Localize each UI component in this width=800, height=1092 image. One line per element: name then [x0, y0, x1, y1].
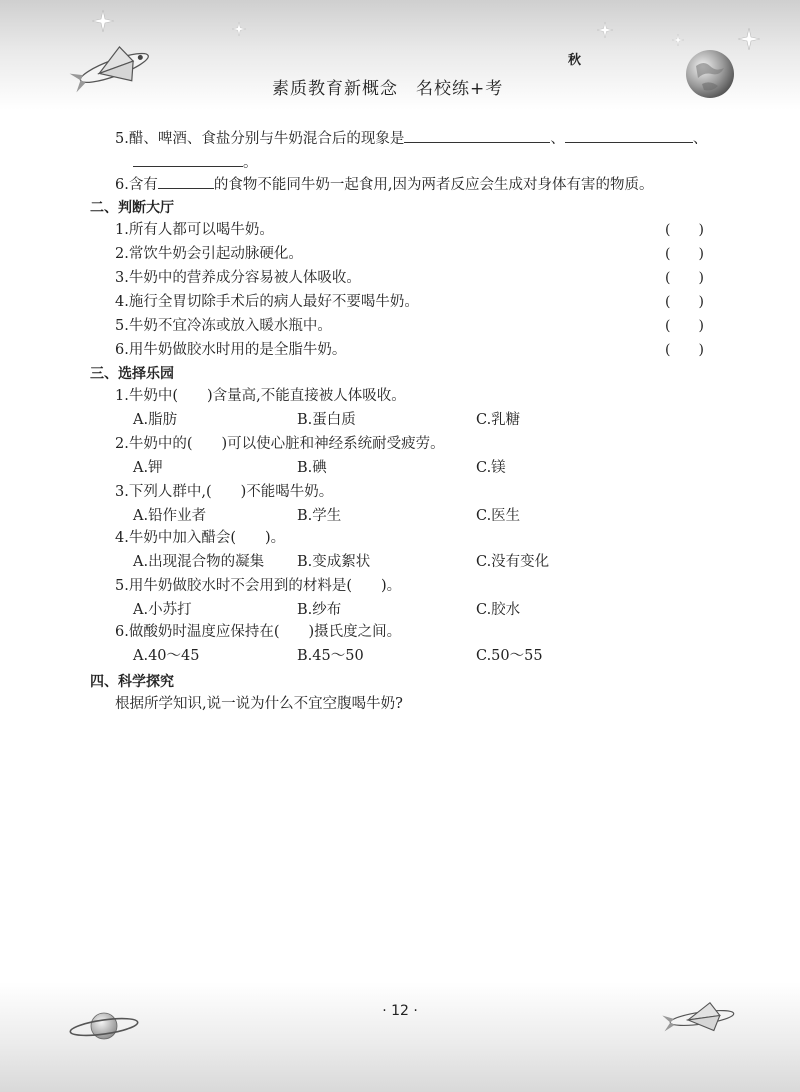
choice-option-b[interactable]: B.学生 [297, 508, 342, 524]
section-title-explore: 四、科学探究 [90, 674, 174, 690]
explore-question: 根据所学知识,说一说为什么不宜空腹喝牛奶? [115, 696, 403, 712]
judge-answer-paren[interactable]: ( ) [665, 270, 704, 286]
judge-item: 6.用牛奶做胶水时用的是全脂牛奶。 [115, 342, 347, 358]
fill-question-5: 5.醋、啤酒、食盐分别与牛奶混合后的现象是 、 、 [115, 128, 707, 149]
choice-option-b[interactable]: B.变成絮状 [297, 554, 371, 570]
judge-answer-paren[interactable]: ( ) [665, 246, 704, 262]
judge-answer-paren[interactable]: ( ) [665, 318, 704, 334]
choice-option-a[interactable]: A.脂肪 [133, 412, 178, 428]
choice-question: 5.用牛奶做胶水时不会用到的材料是( )。 [115, 578, 402, 594]
judge-answer-paren[interactable]: ( ) [665, 222, 704, 238]
choice-option-b[interactable]: B.蛋白质 [297, 412, 356, 428]
choice-question: 4.牛奶中加入醋会( )。 [115, 530, 286, 546]
choice-option-b[interactable]: B.纱布 [297, 602, 342, 618]
judge-item: 4.施行全胃切除手术后的病人最好不要喝牛奶。 [115, 294, 419, 310]
choice-question: 1.牛奶中( )含量高,不能直接被人体吸收。 [115, 388, 406, 404]
header-title: 素质教育新概念 名校练+考 [272, 79, 504, 99]
judge-answer-paren[interactable]: ( ) [665, 294, 704, 310]
choice-option-c[interactable]: C.乳糖 [476, 412, 521, 428]
choice-option-a[interactable]: A.40～45 [133, 648, 200, 664]
section-title-choice: 三、选择乐园 [90, 366, 174, 382]
answer-blank[interactable] [404, 128, 550, 143]
answer-blank[interactable] [158, 174, 214, 189]
choice-option-c[interactable]: C.50～55 [476, 648, 543, 664]
judge-item: 1.所有人都可以喝牛奶。 [115, 222, 274, 238]
answer-blank[interactable] [133, 152, 243, 167]
choice-question: 2.牛奶中的( )可以使心脏和神经系统耐受疲劳。 [115, 436, 445, 452]
choice-option-b[interactable]: B.碘 [297, 460, 327, 476]
judge-answer-paren[interactable]: ( ) [665, 342, 704, 358]
judge-item: 2.常饮牛奶会引起动脉硬化。 [115, 246, 303, 262]
choice-option-c[interactable]: C.胶水 [476, 602, 521, 618]
page-number: · 12 · [382, 1003, 418, 1019]
choice-option-a[interactable]: A.出现混合物的凝集 [133, 554, 265, 570]
choice-question: 6.做酸奶时温度应保持在( )摄氏度之间。 [115, 624, 402, 640]
season-label: 秋 [568, 53, 582, 68]
judge-item: 3.牛奶中的营养成分容易被人体吸收。 [115, 270, 361, 286]
choice-question: 3.下列人群中,( )不能喝牛奶。 [115, 484, 334, 500]
choice-option-c[interactable]: C.镁 [476, 460, 506, 476]
fill-question-6: 6.含有 的食物不能同牛奶一起食用,因为两者反应会生成对身体有害的物质。 [115, 174, 653, 195]
section-title-judge: 二、判断大厅 [90, 200, 174, 216]
choice-option-a[interactable]: A.小苏打 [133, 602, 192, 618]
choice-option-c[interactable]: C.没有变化 [476, 554, 550, 570]
judge-item: 5.牛奶不宜冷冻或放入暖水瓶中。 [115, 318, 332, 334]
choice-option-b[interactable]: B.45～50 [297, 648, 364, 664]
choice-option-c[interactable]: C.医生 [476, 508, 521, 524]
choice-option-a[interactable]: A.钾 [133, 460, 163, 476]
answer-blank[interactable] [565, 128, 693, 143]
fill-question-5-cont: 。 [133, 152, 258, 173]
choice-option-a[interactable]: A.铅作业者 [133, 508, 207, 524]
